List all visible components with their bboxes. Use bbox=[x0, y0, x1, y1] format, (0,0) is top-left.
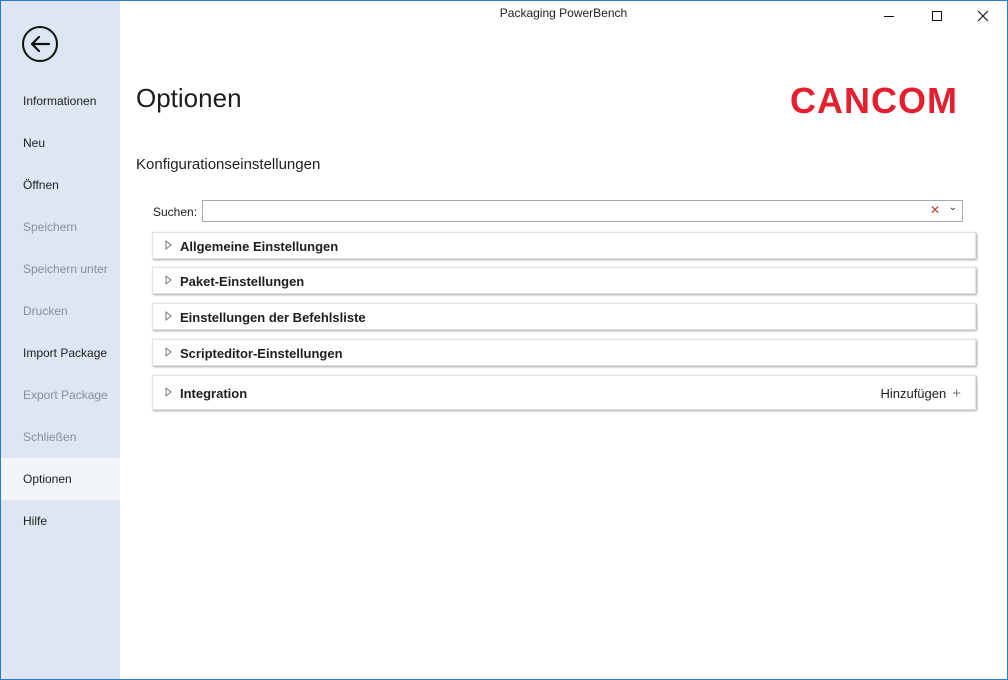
search-combobox[interactable] bbox=[202, 200, 963, 222]
clear-icon[interactable]: ✕ bbox=[929, 203, 940, 217]
expander-integration[interactable] bbox=[152, 375, 976, 410]
sidebar-item-hilfe[interactable]: Hilfe bbox=[23, 514, 48, 528]
expander-allgemeine-einstellungen[interactable] bbox=[152, 232, 976, 259]
minimize-button[interactable] bbox=[867, 1, 911, 31]
backstage-sidebar bbox=[1, 1, 120, 680]
sidebar-item-optionen[interactable]: Optionen bbox=[1, 458, 120, 500]
expander-header-label: Paket-Einstellungen bbox=[180, 274, 305, 289]
page-title: Optionen bbox=[136, 83, 242, 113]
close-button[interactable] bbox=[961, 1, 1005, 31]
maximize-button[interactable] bbox=[915, 1, 959, 31]
sidebar-item-import-package[interactable]: Import Package bbox=[23, 346, 108, 360]
sidebar-item-speichern-unter[interactable]: Speichern unter bbox=[23, 262, 108, 276]
sidebar-item-drucken[interactable]: Drucken bbox=[23, 304, 68, 318]
sidebar-item-export-package[interactable]: Export Package bbox=[23, 388, 108, 402]
close-icon bbox=[977, 10, 989, 22]
sidebar-item-informationen[interactable]: Informationen bbox=[23, 94, 97, 108]
sidebar-item-öffnen[interactable]: Öffnen bbox=[23, 178, 59, 192]
plus-icon: + bbox=[952, 385, 961, 402]
expander-header-label: Allgemeine Einstellungen bbox=[180, 239, 339, 254]
back-button[interactable] bbox=[22, 26, 58, 62]
sidebar-item-neu[interactable]: Neu bbox=[23, 136, 46, 150]
expander-scripteditor-einstellungen[interactable] bbox=[152, 339, 976, 366]
arrow-left-icon bbox=[29, 35, 51, 53]
expand-triangle-icon bbox=[164, 274, 174, 286]
expander-einstellungen-der-befehlsliste[interactable] bbox=[152, 303, 976, 330]
add-label: Hinzufügen bbox=[880, 386, 947, 401]
expander-header-label: Scripteditor-Einstellungen bbox=[180, 346, 343, 361]
expander-paket-einstellungen[interactable] bbox=[152, 267, 976, 294]
maximize-icon bbox=[931, 10, 943, 22]
cancom-logo: CANCOM bbox=[790, 80, 958, 121]
search-label: Suchen: bbox=[153, 205, 198, 219]
sidebar-item-speichern[interactable]: Speichern bbox=[23, 220, 78, 234]
backstage-nav bbox=[1, 80, 120, 542]
expand-triangle-icon bbox=[164, 386, 174, 398]
title-bar bbox=[120, 1, 1007, 33]
expander-header-label: Einstellungen der Befehlsliste bbox=[180, 310, 366, 325]
section-title: Konfigurationseinstellungen bbox=[136, 156, 321, 173]
app-title: Packaging PowerBench bbox=[499, 6, 628, 20]
search-input[interactable] bbox=[207, 203, 917, 219]
minimize-icon bbox=[883, 10, 895, 22]
expand-triangle-icon bbox=[164, 346, 174, 358]
expand-triangle-icon bbox=[164, 310, 174, 322]
add-integration-button[interactable] bbox=[880, 386, 961, 401]
expander-header-label: Integration bbox=[180, 386, 248, 401]
expand-triangle-icon bbox=[164, 239, 174, 251]
sidebar-item-schließen[interactable]: Schließen bbox=[23, 430, 77, 444]
chevron-down-icon[interactable]: ⌄ bbox=[948, 202, 957, 213]
